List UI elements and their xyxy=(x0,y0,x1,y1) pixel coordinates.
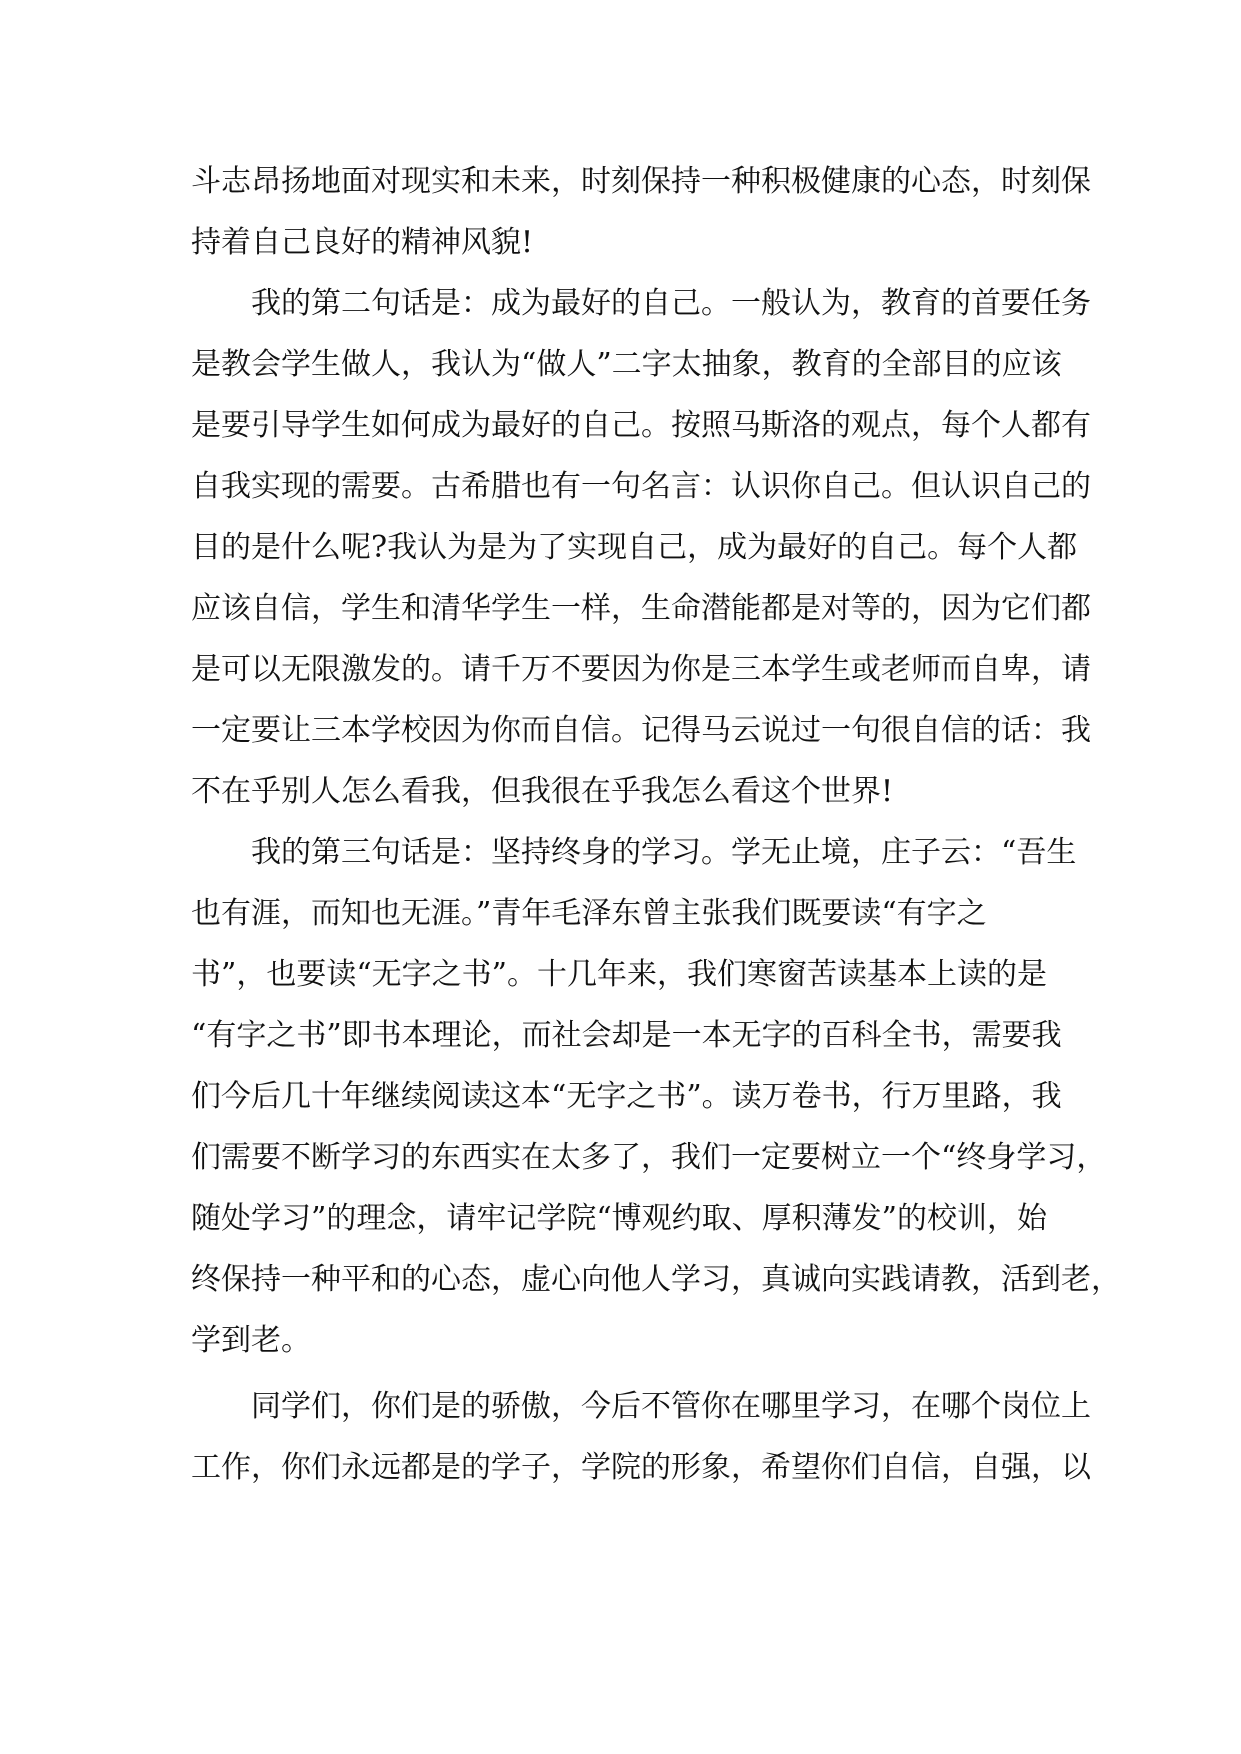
paragraph-start-line: 我的第二句话是：成为最好的自己。一般认为，教育的首要任务 xyxy=(251,286,1091,321)
text-line: 应该自信，学生和清华学生一样，生命潜能都是对等的，因为它们都 xyxy=(191,591,1091,626)
paragraph-start-line: 同学们，你们是的骄傲，今后不管你在哪里学习，在哪个岗位上 xyxy=(251,1389,1091,1424)
text-line: 们需要不断学习的东西实在太多了，我们一定要树立一个“终身学习， xyxy=(191,1140,1107,1175)
text-line: 工作，你们永远都是的学子，学院的形象，希望你们自信，自强，以 xyxy=(191,1450,1091,1485)
text-line: 是教会学生做人，我认为“做人”二字太抽象，教育的全部目的应该 xyxy=(191,347,1062,382)
body-text xyxy=(191,151,1121,1498)
text-line: 随处学习”的理念，请牢记学院“博观约取、厚积薄发”的校训，始 xyxy=(191,1201,1048,1236)
text-line: 持着自己良好的精神风貌! xyxy=(191,225,534,260)
text-line: 斗志昂扬地面对现实和未来，时刻保持一种积极健康的心态，时刻保 xyxy=(191,164,1091,199)
text-line: 也有涯，而知也无涯。”青年毛泽东曾主张我们既要读“有字之 xyxy=(191,896,987,931)
text-line: 是要引导学生如何成为最好的自己。按照马斯洛的观点，每个人都有 xyxy=(191,408,1091,443)
text-line: 不在乎别人怎么看我，但我很在乎我怎么看这个世界! xyxy=(191,774,894,809)
text-line: 目的是什么呢?我认为是为了实现自己，成为最好的自己。每个人都 xyxy=(191,530,1078,565)
text-line: 学到老。 xyxy=(191,1323,311,1358)
text-line: 终保持一种平和的心态，虚心向他人学习，真诚向实践请教，活到老， xyxy=(191,1262,1121,1297)
text-line: 书”，也要读“无字之书”。十几年来，我们寒窗苦读基本上读的是 xyxy=(191,957,1048,992)
text-line: 一定要让三本学校因为你而自信。记得马云说过一句很自信的话：我 xyxy=(191,713,1091,748)
paragraph-start-line: 我的第三句话是：坚持终身的学习。学无止境，庄子云：“吾生 xyxy=(251,835,1077,870)
text-line: “有字之书”即书本理论，而社会却是一本无字的百科全书，需要我 xyxy=(191,1018,1062,1053)
text-line: 是可以无限激发的。请千万不要因为你是三本学生或老师而自卑，请 xyxy=(191,652,1091,687)
text-line: 们今后几十年继续阅读这本“无字之书”。读万卷书，行万里路，我 xyxy=(191,1079,1062,1114)
text-line: 自我实现的需要。古希腊也有一句名言：认识你自己。但认识自己的 xyxy=(191,469,1091,504)
